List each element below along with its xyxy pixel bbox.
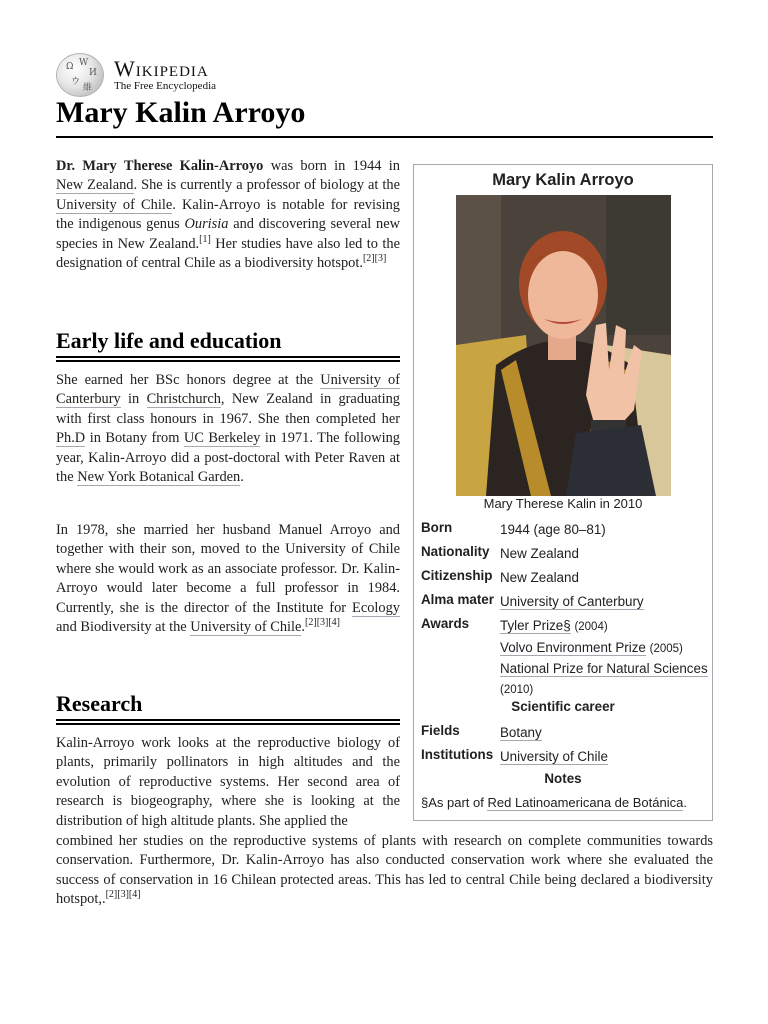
link-volvo-environment-prize[interactable]: Volvo Environment Prize <box>500 639 646 655</box>
row-value: 1944 (age 80–81) <box>500 522 606 537</box>
infobox-row-nationality <box>421 544 711 564</box>
portrait-photo[interactable] <box>456 195 671 496</box>
award-year: (2010) <box>500 683 534 696</box>
paragraph-text: in Botany from <box>85 430 184 447</box>
note-text: §As part of <box>421 795 488 810</box>
ref-3[interactable]: [3] <box>374 253 387 265</box>
row-value <box>500 723 711 743</box>
section-divider <box>56 356 400 362</box>
infobox <box>413 164 713 821</box>
row-label: Institutions <box>421 747 494 762</box>
ref-1[interactable]: [1] <box>199 233 211 245</box>
row-value: New Zealand <box>500 570 579 585</box>
link-red-latinoamericana[interactable]: Red Latinoamericana de Botánica <box>487 795 684 810</box>
lead-bold-name: Dr. Mary Therese Kalin-Arroyo <box>56 158 264 174</box>
link-ecology[interactable]: Ecology <box>352 599 400 616</box>
wikipedia-logo[interactable] <box>56 53 216 97</box>
note-text: . <box>683 795 687 810</box>
ref-group[interactable]: [2][3][4] <box>305 617 341 629</box>
award-item <box>500 616 711 638</box>
section-heading-early-life: Early life and education <box>56 328 282 353</box>
globe-icon: Ω W И ウ 維 <box>56 53 104 97</box>
link-university-of-canterbury[interactable]: University of Canterbury <box>56 372 400 408</box>
row-label: Alma mater <box>421 592 494 607</box>
paragraph-text: in <box>120 391 147 408</box>
ref-2[interactable]: [2] <box>362 253 375 265</box>
link-new-zealand[interactable]: New Zealand <box>56 177 134 194</box>
link-university-of-chile[interactable]: University of Chile <box>56 196 173 213</box>
wordmark <box>114 55 217 93</box>
award-year: (2005) <box>649 642 683 655</box>
row-value: New Zealand <box>500 546 579 561</box>
paragraph-text: in 1971. The following year, Kalin-Arroyo did a post-doctoral with Peter Raven at the <box>56 430 400 486</box>
paragraph-text: combined her studies on the reproductive systems of plants with research on complete communities towards conservation. Furthermore, Dr. Kalin-Arroyo has also conducted conservation work where she evaluated the success of conservation in 16 Chilean protected areas. This has led to central Chile being declared a biodiversity hotspot,. <box>56 833 713 908</box>
paragraph-text: , New Zealand in graduating with first class honours in 1967. She then completed her <box>56 391 400 427</box>
lead-text: was born in 1944 in <box>263 158 400 174</box>
section-divider <box>56 719 400 725</box>
wordmark-tagline: The Free Encyclopedia <box>114 79 217 92</box>
row-label: Born <box>421 520 453 535</box>
award-item <box>500 638 711 660</box>
portrait-illustration <box>456 195 671 496</box>
award-item <box>500 659 711 700</box>
award-year: (2004) <box>574 621 608 633</box>
row-value <box>500 592 711 612</box>
infobox-row-born <box>421 520 711 540</box>
link-uc-berkeley[interactable]: UC Berkeley <box>183 430 261 447</box>
lead-text: . She is currently a professor of biology at the <box>133 177 400 194</box>
lead-text: and discovering several new species in New Zealand. <box>56 216 400 252</box>
wordmark-name: Wikipedia <box>114 55 209 81</box>
link-national-prize-natural-sciences[interactable]: National Prize for Natural Sciences <box>500 661 708 676</box>
link-alma-mater[interactable]: University of Canterbury <box>500 594 644 609</box>
row-label: Awards <box>421 616 470 631</box>
paragraph-text: . <box>301 619 306 636</box>
early-life-paragraph-1 <box>56 371 400 487</box>
row-label: Fields <box>421 723 460 738</box>
infobox-subheading-career: Scientific career <box>511 699 615 714</box>
title-divider <box>56 136 713 138</box>
early-life-paragraph-2 <box>56 521 400 637</box>
row-label: Citizenship <box>421 568 493 583</box>
infobox-row-alma-mater <box>421 592 711 612</box>
page-title: Mary Kalin Arroyo <box>56 96 306 129</box>
link-new-york-botanical-garden[interactable]: New York Botanical Garden <box>77 469 241 486</box>
lead-paragraph <box>56 157 400 273</box>
photo-caption: Mary Therese Kalin in 2010 <box>483 496 643 511</box>
infobox-row-institutions <box>421 747 711 767</box>
infobox-row-fields <box>421 723 711 743</box>
link-phd[interactable]: Ph.D <box>56 430 86 447</box>
row-label: Nationality <box>421 544 490 559</box>
link-institution-university-of-chile[interactable]: University of Chile <box>500 749 608 764</box>
infobox-subheading-notes: Notes <box>544 771 582 786</box>
infobox-row-awards <box>421 616 711 700</box>
infobox-title: Mary Kalin Arroyo <box>492 171 634 189</box>
research-paragraph-left: Kalin-Arroyo work looks at the reproductive biology of plants, primarily pollinators in high altitudes and the evolution of reproductive systems. Her second area of research is biogeography, where she is looking at the distribution of high altitude plants. She applied the <box>56 735 400 829</box>
paragraph-text: and Biodiversity at the <box>56 619 191 636</box>
link-university-of-chile[interactable]: University of Chile <box>190 619 302 636</box>
section-heading-research: Research <box>56 691 143 716</box>
lead-text: . Kalin-Arroyo is notable for revising the indigenous genus <box>56 196 400 233</box>
lead-text: Her studies have also led to the designation of central Chile as a biodiversity hotspot. <box>56 235 400 272</box>
link-botany[interactable]: Botany <box>500 725 542 740</box>
infobox-row-citizenship <box>421 568 711 588</box>
link-christchurch[interactable]: Christchurch <box>146 391 221 408</box>
link-tyler-prize[interactable]: Tyler Prize§ <box>500 618 571 633</box>
paragraph-text: She earned her BSc honors degree at the <box>56 372 321 388</box>
paragraph-text: In 1978, she married her husband Manuel Arroyo and together with their son, moved to the University of Chile where she would work as an associate professor. Dr. Kalin-Arroyo would later become a full professor in 1984. Currently, she is the director of the Institute for <box>56 522 400 616</box>
infobox-note <box>421 795 711 810</box>
genus-name: Ourisia <box>184 216 229 233</box>
ref-group[interactable]: [2][3][4] <box>105 889 141 901</box>
row-value <box>500 616 711 700</box>
research-paragraph-full <box>56 832 713 910</box>
paragraph-text: . <box>240 469 244 486</box>
row-value <box>500 747 711 767</box>
